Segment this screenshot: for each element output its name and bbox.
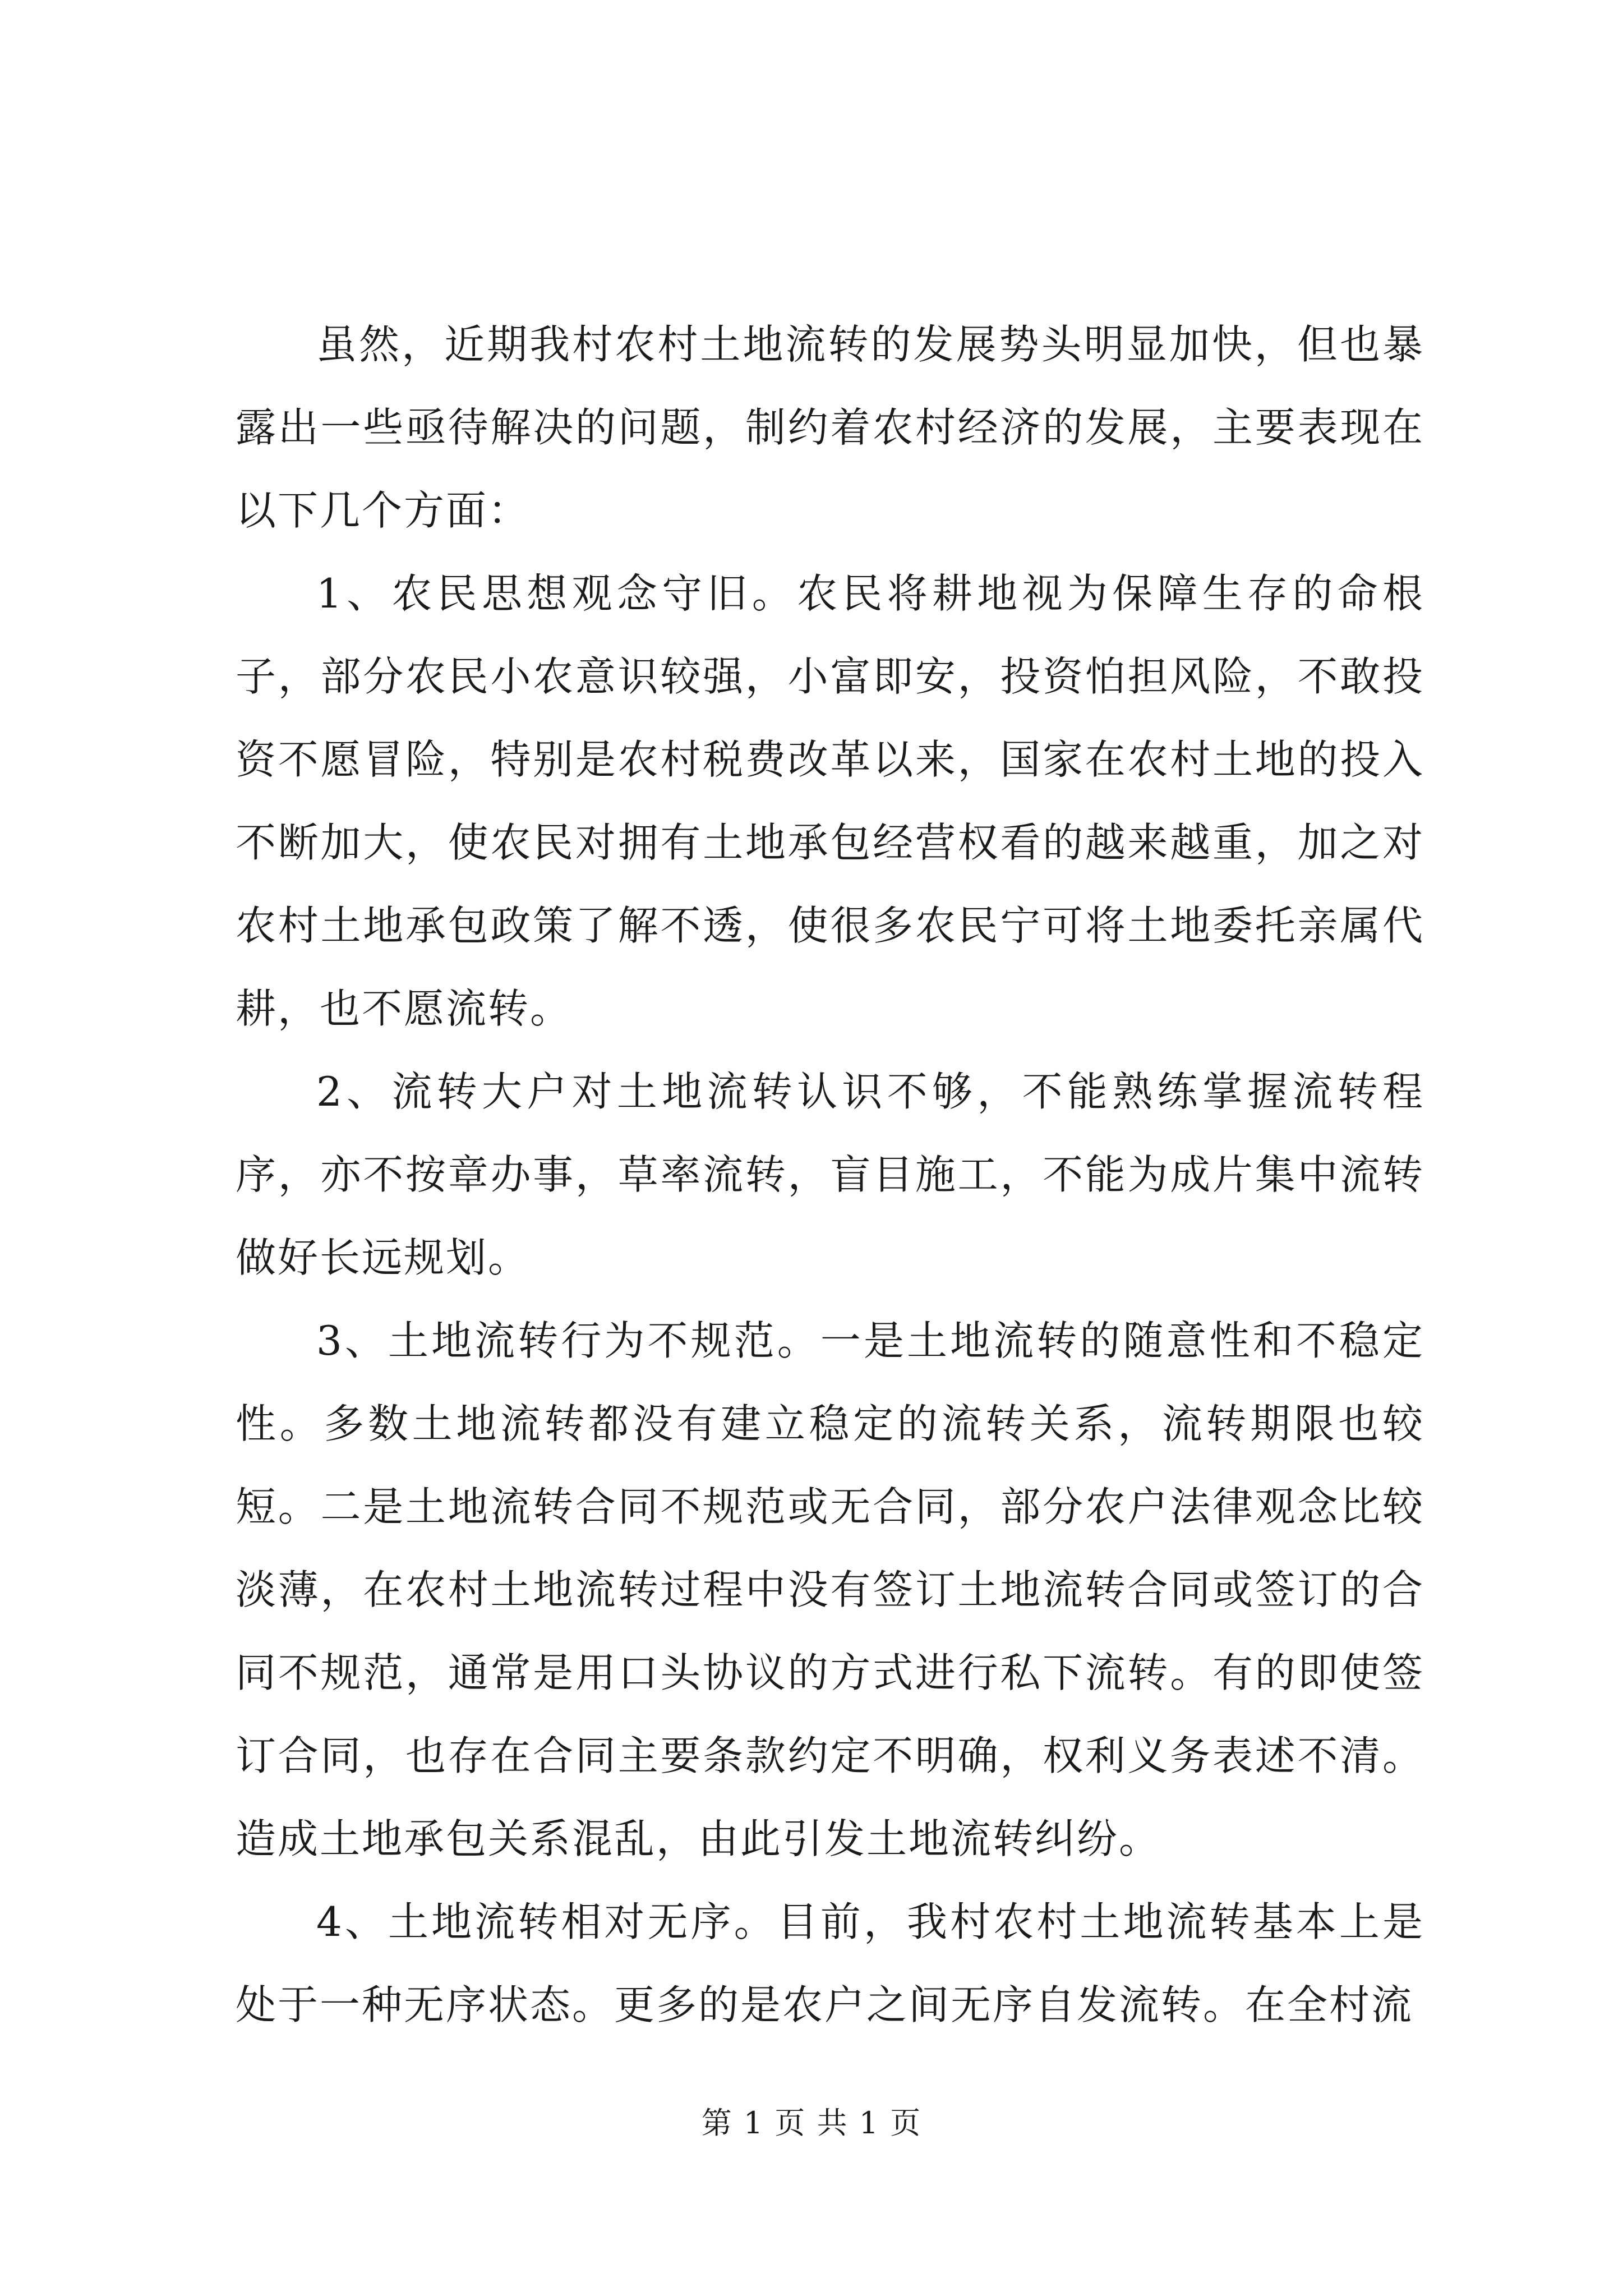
paragraph-intro: 虽然，近期我村农村土地流转的发展势头明显加快，但也暴露出一些亟待解决的问题，制约着农村经济的发展，主要表现在以下几个方面： (236, 321, 1424, 534)
paragraph-item-4: 4、土地流转相对无序。目前，我村农村土地流转基本上是处于一种无序状态。更多的是农户之间无序自发流转。在全村流 (236, 1898, 1424, 2028)
paragraph-item-1: 1、农民思想观念守旧。农民将耕地视为保障生存的命根子，部分农民小农意识较强，小富即安，投资怕担风险，不敢投资不愿冒险，特别是农村税费改革以来，国家在农村土地的投入不断加大，使农民对拥有土地承包经营权看的越来越重，加之对农村土地承包政策了解不透，使很多农民宁可将土地委托亲属代耕，也不愿流转。 (236, 570, 1424, 1032)
document-body (236, 303, 1424, 2046)
paragraph-item-3: 3、土地流转行为不规范。一是土地流转的随意性和不稳定性。多数土地流转都没有建立稳定的流转关系，流转期限也较短。二是土地流转合同不规范或无合同，部分农户法律观念比较淡薄，在农村土地流转过程中没有签订土地流转合同或签订的合同不规范，通常是用口头协议的方式进行私下流转。有的即使签订合同，也存在合同主要条款约定不明确，权利义务表述不清。造成土地承包关系混乱，由此引发土地流转纠纷。 (236, 1317, 1424, 1862)
page-footer: 第 1 页 共 1 页 (701, 2105, 922, 2141)
paragraph-item-2: 2、流转大户对土地流转认识不够，不能熟练掌握流转程序，亦不按章办事，草率流转，盲目施工，不能为成片集中流转做好长远规划。 (236, 1068, 1424, 1281)
